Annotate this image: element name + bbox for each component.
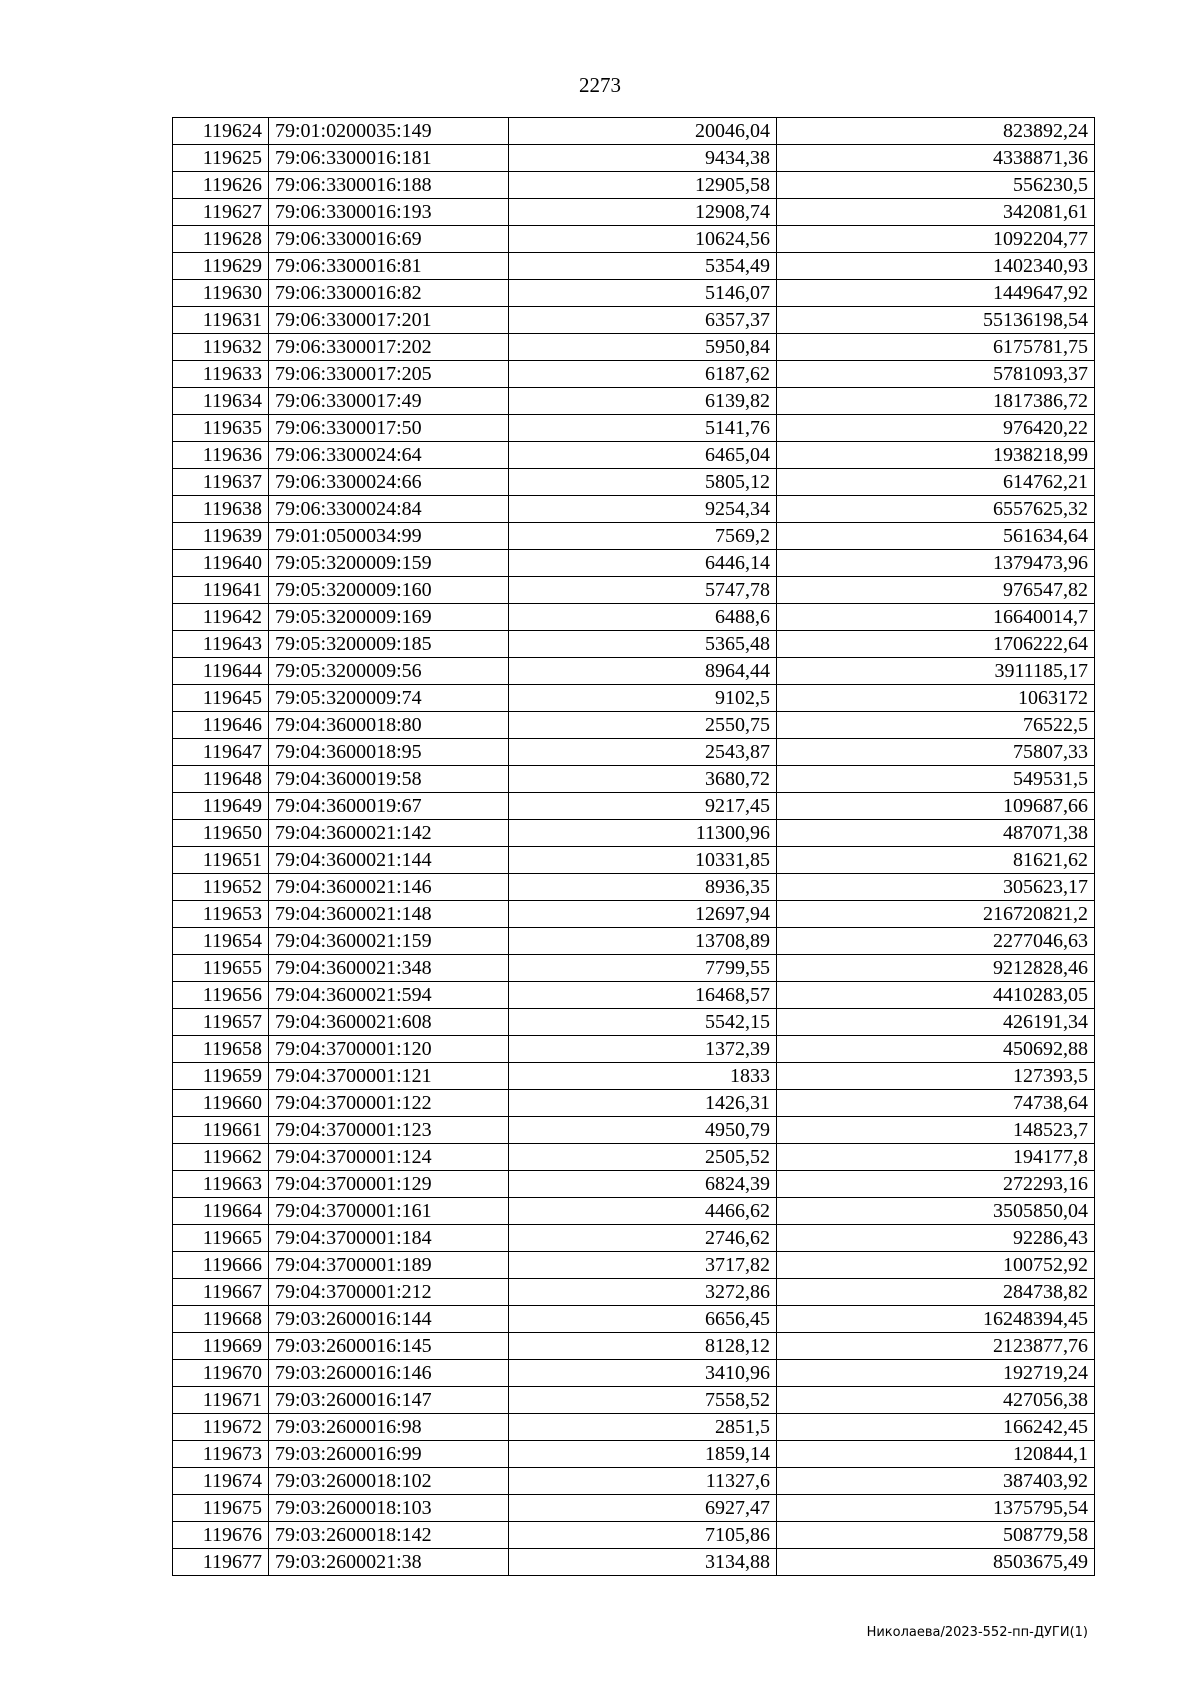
cadastral-number-cell: 79:04:3600021:144 (269, 847, 509, 874)
area-cell: 9254,34 (509, 496, 777, 523)
cadastral-number-cell: 79:03:2600016:147 (269, 1387, 509, 1414)
cadastral-number-cell: 79:04:3600019:67 (269, 793, 509, 820)
cadastral-number-cell: 79:06:3300016:181 (269, 145, 509, 172)
cadastral-number-cell: 79:04:3600021:159 (269, 928, 509, 955)
row-number-cell: 119640 (173, 550, 269, 577)
row-number-cell: 119635 (173, 415, 269, 442)
table-row (173, 550, 1095, 577)
row-number-cell: 119642 (173, 604, 269, 631)
cadastral-number-cell: 79:06:3300024:66 (269, 469, 509, 496)
table-row (173, 1414, 1095, 1441)
area-cell: 6187,62 (509, 361, 777, 388)
area-cell: 11300,96 (509, 820, 777, 847)
cadastral-number-cell: 79:04:3600021:348 (269, 955, 509, 982)
area-cell: 9217,45 (509, 793, 777, 820)
row-number-cell: 119628 (173, 226, 269, 253)
row-number-cell: 119655 (173, 955, 269, 982)
cadastral-value-cell: 75807,33 (777, 739, 1095, 766)
cadastral-value-cell: 976547,82 (777, 577, 1095, 604)
table-row (173, 1198, 1095, 1225)
area-cell: 20046,04 (509, 118, 777, 145)
cadastral-value-cell: 4410283,05 (777, 982, 1095, 1009)
area-cell: 2543,87 (509, 739, 777, 766)
cadastral-number-cell: 79:04:3700001:189 (269, 1252, 509, 1279)
cadastral-number-cell: 79:06:3300017:49 (269, 388, 509, 415)
cadastral-value-cell: 1817386,72 (777, 388, 1095, 415)
area-cell: 12905,58 (509, 172, 777, 199)
table-row (173, 118, 1095, 145)
table-row (173, 1306, 1095, 1333)
area-cell: 8936,35 (509, 874, 777, 901)
cadastral-value-cell: 6557625,32 (777, 496, 1095, 523)
cadastral-value-table (172, 117, 1095, 1576)
area-cell: 3272,86 (509, 1279, 777, 1306)
cadastral-value-cell: 3911185,17 (777, 658, 1095, 685)
cadastral-number-cell: 79:04:3600018:95 (269, 739, 509, 766)
row-number-cell: 119648 (173, 766, 269, 793)
area-cell: 9102,5 (509, 685, 777, 712)
table-row (173, 1225, 1095, 1252)
area-cell: 5950,84 (509, 334, 777, 361)
row-number-cell: 119668 (173, 1306, 269, 1333)
cadastral-number-cell: 79:04:3700001:121 (269, 1063, 509, 1090)
cadastral-number-cell: 79:03:2600016:144 (269, 1306, 509, 1333)
cadastral-value-cell: 427056,38 (777, 1387, 1095, 1414)
cadastral-value-cell: 16248394,45 (777, 1306, 1095, 1333)
table-row (173, 226, 1095, 253)
cadastral-value-cell: 556230,5 (777, 172, 1095, 199)
table-row (173, 658, 1095, 685)
cadastral-value-cell: 284738,82 (777, 1279, 1095, 1306)
area-cell: 16468,57 (509, 982, 777, 1009)
cadastral-value-cell: 823892,24 (777, 118, 1095, 145)
cadastral-number-cell: 79:06:3300024:84 (269, 496, 509, 523)
cadastral-number-cell: 79:04:3600021:142 (269, 820, 509, 847)
area-cell: 2505,52 (509, 1144, 777, 1171)
row-number-cell: 119661 (173, 1117, 269, 1144)
table-row (173, 199, 1095, 226)
area-cell: 5146,07 (509, 280, 777, 307)
cadastral-number-cell: 79:05:3200009:185 (269, 631, 509, 658)
cadastral-number-cell: 79:04:3600018:80 (269, 712, 509, 739)
cadastral-number-cell: 79:06:3300016:193 (269, 199, 509, 226)
cadastral-value-cell: 976420,22 (777, 415, 1095, 442)
cadastral-number-cell: 79:05:3200009:169 (269, 604, 509, 631)
table-row (173, 280, 1095, 307)
cadastral-value-cell: 1449647,92 (777, 280, 1095, 307)
cadastral-value-cell: 272293,16 (777, 1171, 1095, 1198)
table-row (173, 847, 1095, 874)
row-number-cell: 119647 (173, 739, 269, 766)
table-row (173, 739, 1095, 766)
cadastral-value-cell: 549531,5 (777, 766, 1095, 793)
area-cell: 13708,89 (509, 928, 777, 955)
cadastral-value-cell: 55136198,54 (777, 307, 1095, 334)
area-cell: 4950,79 (509, 1117, 777, 1144)
table-row (173, 712, 1095, 739)
row-number-cell: 119656 (173, 982, 269, 1009)
cadastral-number-cell: 79:01:0200035:149 (269, 118, 509, 145)
row-number-cell: 119670 (173, 1360, 269, 1387)
area-cell: 3680,72 (509, 766, 777, 793)
cadastral-number-cell: 79:04:3700001:120 (269, 1036, 509, 1063)
table-row (173, 496, 1095, 523)
row-number-cell: 119666 (173, 1252, 269, 1279)
cadastral-value-cell: 450692,88 (777, 1036, 1095, 1063)
area-cell: 8128,12 (509, 1333, 777, 1360)
row-number-cell: 119638 (173, 496, 269, 523)
cadastral-value-cell: 1375795,54 (777, 1495, 1095, 1522)
row-number-cell: 119630 (173, 280, 269, 307)
row-number-cell: 119631 (173, 307, 269, 334)
row-number-cell: 119658 (173, 1036, 269, 1063)
table-row (173, 1522, 1095, 1549)
cadastral-value-cell: 1706222,64 (777, 631, 1095, 658)
table-row (173, 901, 1095, 928)
table-row (173, 1063, 1095, 1090)
row-number-cell: 119669 (173, 1333, 269, 1360)
cadastral-value-cell: 2123877,76 (777, 1333, 1095, 1360)
cadastral-number-cell: 79:03:2600016:146 (269, 1360, 509, 1387)
cadastral-value-cell: 16640014,7 (777, 604, 1095, 631)
area-cell: 1833 (509, 1063, 777, 1090)
area-cell: 7799,55 (509, 955, 777, 982)
cadastral-value-cell: 561634,64 (777, 523, 1095, 550)
row-number-cell: 119644 (173, 658, 269, 685)
cadastral-value-cell: 148523,7 (777, 1117, 1095, 1144)
row-number-cell: 119672 (173, 1414, 269, 1441)
table-row (173, 793, 1095, 820)
row-number-cell: 119626 (173, 172, 269, 199)
row-number-cell: 119650 (173, 820, 269, 847)
cadastral-number-cell: 79:06:3300024:64 (269, 442, 509, 469)
row-number-cell: 119652 (173, 874, 269, 901)
cadastral-value-cell: 166242,45 (777, 1414, 1095, 1441)
table-row (173, 874, 1095, 901)
cadastral-number-cell: 79:03:2600016:145 (269, 1333, 509, 1360)
table-row (173, 1090, 1095, 1117)
cadastral-number-cell: 79:04:3700001:212 (269, 1279, 509, 1306)
cadastral-number-cell: 79:03:2600016:99 (269, 1441, 509, 1468)
area-cell: 6465,04 (509, 442, 777, 469)
area-cell: 1426,31 (509, 1090, 777, 1117)
area-cell: 6139,82 (509, 388, 777, 415)
area-cell: 6446,14 (509, 550, 777, 577)
area-cell: 3134,88 (509, 1549, 777, 1576)
area-cell: 5141,76 (509, 415, 777, 442)
table-row (173, 1252, 1095, 1279)
area-cell: 5542,15 (509, 1009, 777, 1036)
area-cell: 6488,6 (509, 604, 777, 631)
row-number-cell: 119632 (173, 334, 269, 361)
cadastral-value-cell: 76522,5 (777, 712, 1095, 739)
table-row (173, 1009, 1095, 1036)
cadastral-value-cell: 614762,21 (777, 469, 1095, 496)
row-number-cell: 119639 (173, 523, 269, 550)
cadastral-value-cell: 6175781,75 (777, 334, 1095, 361)
area-cell: 5365,48 (509, 631, 777, 658)
row-number-cell: 119664 (173, 1198, 269, 1225)
cadastral-number-cell: 79:05:3200009:56 (269, 658, 509, 685)
table-row (173, 145, 1095, 172)
table-row (173, 1333, 1095, 1360)
cadastral-number-cell: 79:03:2600021:38 (269, 1549, 509, 1576)
area-cell: 1372,39 (509, 1036, 777, 1063)
cadastral-value-cell: 4338871,36 (777, 145, 1095, 172)
row-number-cell: 119675 (173, 1495, 269, 1522)
table-row (173, 1036, 1095, 1063)
table-row (173, 928, 1095, 955)
cadastral-number-cell: 79:04:3700001:184 (269, 1225, 509, 1252)
cadastral-number-cell: 79:06:3300016:81 (269, 253, 509, 280)
cadastral-value-cell: 81621,62 (777, 847, 1095, 874)
table-row (173, 1360, 1095, 1387)
row-number-cell: 119657 (173, 1009, 269, 1036)
area-cell: 2851,5 (509, 1414, 777, 1441)
row-number-cell: 119663 (173, 1171, 269, 1198)
row-number-cell: 119654 (173, 928, 269, 955)
row-number-cell: 119677 (173, 1549, 269, 1576)
cadastral-number-cell: 79:04:3600019:58 (269, 766, 509, 793)
table-row (173, 469, 1095, 496)
table-row (173, 1549, 1095, 1576)
row-number-cell: 119671 (173, 1387, 269, 1414)
table-row (173, 1387, 1095, 1414)
table-row (173, 1171, 1095, 1198)
row-number-cell: 119673 (173, 1441, 269, 1468)
row-number-cell: 119634 (173, 388, 269, 415)
row-number-cell: 119624 (173, 118, 269, 145)
cadastral-value-cell: 305623,17 (777, 874, 1095, 901)
cadastral-number-cell: 79:04:3600021:608 (269, 1009, 509, 1036)
cadastral-number-cell: 79:01:0500034:99 (269, 523, 509, 550)
table-row (173, 172, 1095, 199)
row-number-cell: 119637 (173, 469, 269, 496)
table-row (173, 388, 1095, 415)
cadastral-number-cell: 79:03:2600018:102 (269, 1468, 509, 1495)
cadastral-value-cell: 127393,5 (777, 1063, 1095, 1090)
table-row (173, 361, 1095, 388)
cadastral-value-cell: 2277046,63 (777, 928, 1095, 955)
cadastral-value-cell: 1379473,96 (777, 550, 1095, 577)
table-row (173, 685, 1095, 712)
table-row (173, 982, 1095, 1009)
table-row (173, 1144, 1095, 1171)
area-cell: 5805,12 (509, 469, 777, 496)
cadastral-number-cell: 79:04:3700001:129 (269, 1171, 509, 1198)
cadastral-number-cell: 79:03:2600016:98 (269, 1414, 509, 1441)
area-cell: 8964,44 (509, 658, 777, 685)
table-row (173, 577, 1095, 604)
cadastral-number-cell: 79:03:2600018:142 (269, 1522, 509, 1549)
cadastral-value-cell: 1938218,99 (777, 442, 1095, 469)
table-row (173, 523, 1095, 550)
table-row (173, 307, 1095, 334)
table-row (173, 442, 1095, 469)
cadastral-number-cell: 79:05:3200009:74 (269, 685, 509, 712)
cadastral-value-cell: 109687,66 (777, 793, 1095, 820)
area-cell: 7558,52 (509, 1387, 777, 1414)
table-row (173, 1495, 1095, 1522)
row-number-cell: 119649 (173, 793, 269, 820)
cadastral-number-cell: 79:05:3200009:160 (269, 577, 509, 604)
table-row (173, 334, 1095, 361)
cadastral-number-cell: 79:06:3300016:188 (269, 172, 509, 199)
area-cell: 5354,49 (509, 253, 777, 280)
cadastral-number-cell: 79:06:3300017:205 (269, 361, 509, 388)
area-cell: 6927,47 (509, 1495, 777, 1522)
table-body (173, 118, 1095, 1576)
cadastral-number-cell: 79:04:3600021:146 (269, 874, 509, 901)
cadastral-number-cell: 79:04:3600021:148 (269, 901, 509, 928)
cadastral-value-cell: 5781093,37 (777, 361, 1095, 388)
row-number-cell: 119667 (173, 1279, 269, 1306)
table-row (173, 253, 1095, 280)
table-row (173, 820, 1095, 847)
table-row (173, 415, 1095, 442)
cadastral-value-cell: 387403,92 (777, 1468, 1095, 1495)
area-cell: 3410,96 (509, 1360, 777, 1387)
cadastral-value-cell: 216720821,2 (777, 901, 1095, 928)
area-cell: 10624,56 (509, 226, 777, 253)
area-cell: 9434,38 (509, 145, 777, 172)
area-cell: 12908,74 (509, 199, 777, 226)
cadastral-value-cell: 74738,64 (777, 1090, 1095, 1117)
cadastral-value-cell: 1063172 (777, 685, 1095, 712)
cadastral-number-cell: 79:06:3300016:82 (269, 280, 509, 307)
cadastral-value-cell: 1092204,77 (777, 226, 1095, 253)
area-cell: 1859,14 (509, 1441, 777, 1468)
cadastral-value-cell: 9212828,46 (777, 955, 1095, 982)
table-row (173, 766, 1095, 793)
cadastral-number-cell: 79:06:3300017:201 (269, 307, 509, 334)
area-cell: 2746,62 (509, 1225, 777, 1252)
table-row (173, 1279, 1095, 1306)
area-cell: 3717,82 (509, 1252, 777, 1279)
cadastral-value-cell: 194177,8 (777, 1144, 1095, 1171)
document-footer: Николаева/2023-552-пп-ДУГИ(1) (866, 1625, 1088, 1640)
cadastral-number-cell: 79:05:3200009:159 (269, 550, 509, 577)
row-number-cell: 119651 (173, 847, 269, 874)
cadastral-value-cell: 487071,38 (777, 820, 1095, 847)
row-number-cell: 119633 (173, 361, 269, 388)
area-cell: 12697,94 (509, 901, 777, 928)
cadastral-value-cell: 1402340,93 (777, 253, 1095, 280)
cadastral-value-cell: 426191,34 (777, 1009, 1095, 1036)
row-number-cell: 119625 (173, 145, 269, 172)
area-cell: 2550,75 (509, 712, 777, 739)
area-cell: 10331,85 (509, 847, 777, 874)
table-row (173, 1441, 1095, 1468)
cadastral-number-cell: 79:04:3700001:123 (269, 1117, 509, 1144)
row-number-cell: 119641 (173, 577, 269, 604)
cadastral-number-cell: 79:06:3300017:50 (269, 415, 509, 442)
row-number-cell: 119674 (173, 1468, 269, 1495)
row-number-cell: 119636 (173, 442, 269, 469)
row-number-cell: 119629 (173, 253, 269, 280)
cadastral-value-cell: 342081,61 (777, 199, 1095, 226)
cadastral-value-cell: 3505850,04 (777, 1198, 1095, 1225)
table-row (173, 1117, 1095, 1144)
row-number-cell: 119653 (173, 901, 269, 928)
cadastral-number-cell: 79:06:3300017:202 (269, 334, 509, 361)
area-cell: 7105,86 (509, 1522, 777, 1549)
row-number-cell: 119660 (173, 1090, 269, 1117)
row-number-cell: 119659 (173, 1063, 269, 1090)
row-number-cell: 119665 (173, 1225, 269, 1252)
cadastral-value-cell: 192719,24 (777, 1360, 1095, 1387)
area-cell: 11327,6 (509, 1468, 777, 1495)
cadastral-number-cell: 79:06:3300016:69 (269, 226, 509, 253)
cadastral-number-cell: 79:04:3700001:161 (269, 1198, 509, 1225)
area-cell: 5747,78 (509, 577, 777, 604)
row-number-cell: 119645 (173, 685, 269, 712)
cadastral-value-cell: 120844,1 (777, 1441, 1095, 1468)
page-number: 2273 (579, 73, 621, 97)
row-number-cell: 119676 (173, 1522, 269, 1549)
area-cell: 6357,37 (509, 307, 777, 334)
cadastral-number-cell: 79:04:3700001:122 (269, 1090, 509, 1117)
cadastral-value-cell: 8503675,49 (777, 1549, 1095, 1576)
cadastral-value-cell: 92286,43 (777, 1225, 1095, 1252)
area-cell: 6656,45 (509, 1306, 777, 1333)
table-row (173, 604, 1095, 631)
row-number-cell: 119646 (173, 712, 269, 739)
table-row (173, 955, 1095, 982)
area-cell: 7569,2 (509, 523, 777, 550)
cadastral-value-cell: 100752,92 (777, 1252, 1095, 1279)
row-number-cell: 119643 (173, 631, 269, 658)
cadastral-number-cell: 79:04:3600021:594 (269, 982, 509, 1009)
row-number-cell: 119627 (173, 199, 269, 226)
cadastral-value-cell: 508779,58 (777, 1522, 1095, 1549)
table-row (173, 631, 1095, 658)
cadastral-number-cell: 79:03:2600018:103 (269, 1495, 509, 1522)
area-cell: 4466,62 (509, 1198, 777, 1225)
area-cell: 6824,39 (509, 1171, 777, 1198)
row-number-cell: 119662 (173, 1144, 269, 1171)
cadastral-number-cell: 79:04:3700001:124 (269, 1144, 509, 1171)
table-row (173, 1468, 1095, 1495)
